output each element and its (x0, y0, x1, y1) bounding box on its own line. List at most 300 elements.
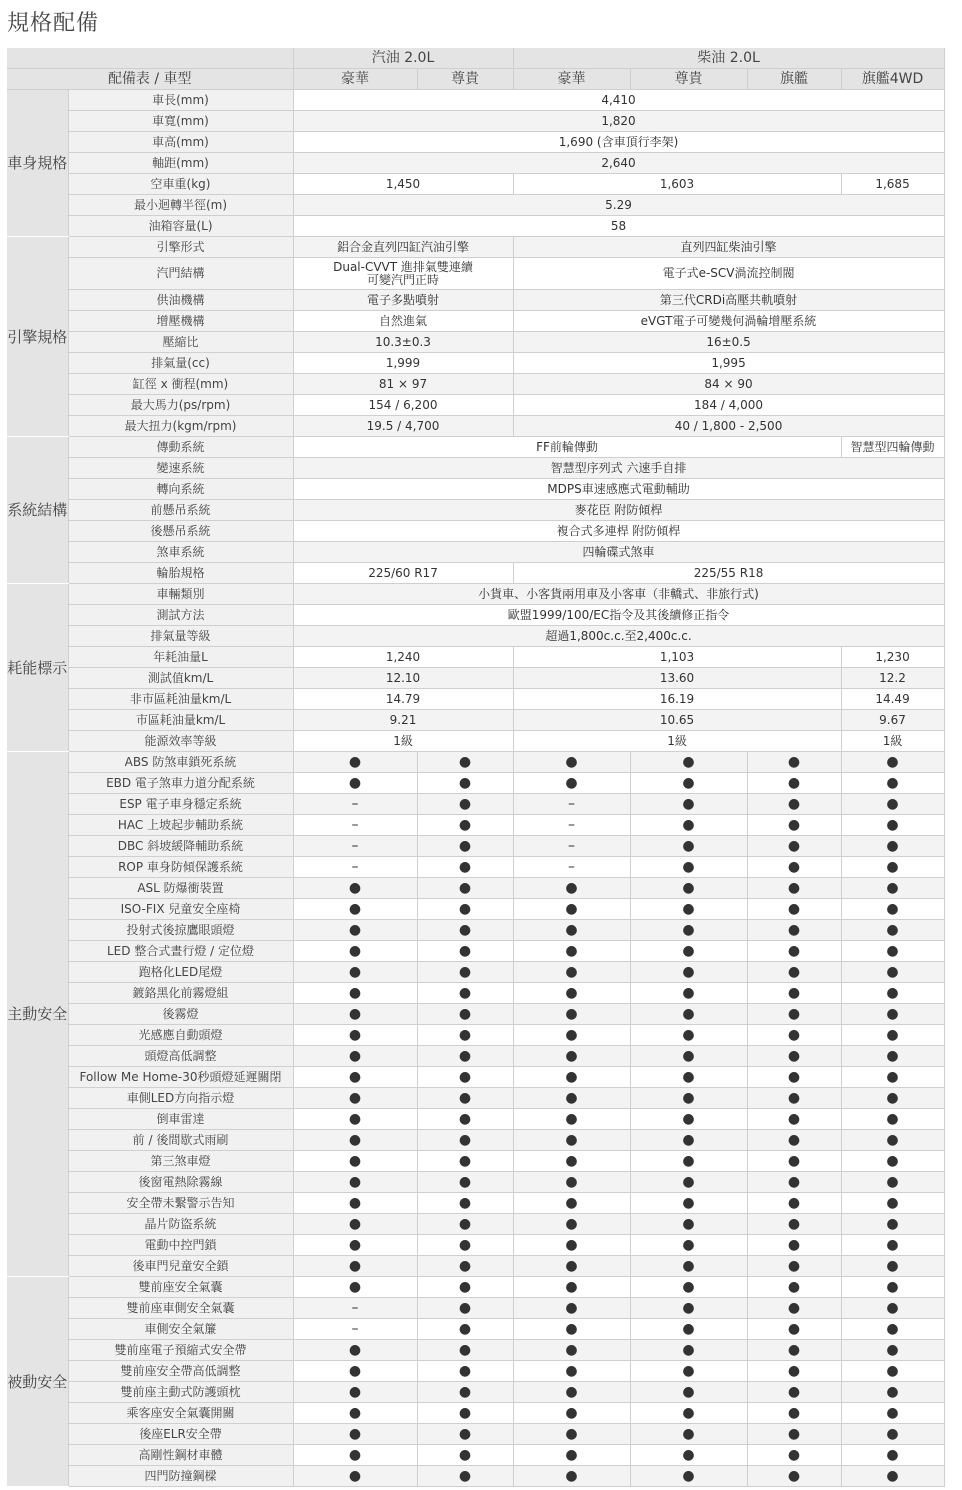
feature-mark: ● (747, 1466, 841, 1487)
feature-mark: ● (513, 773, 630, 794)
value-cell: 複合式多連桿 附防傾桿 (293, 521, 944, 542)
feature-mark: ● (630, 815, 747, 836)
table-row (7, 584, 944, 605)
group-label-fuel: 耗能標示 (7, 584, 68, 752)
value-cell: 1,450 (293, 174, 513, 195)
row-label: 供油機構 (68, 290, 293, 311)
group-label-passive: 被動安全 (7, 1277, 68, 1487)
row-label: EBD 電子煞車力道分配系統 (68, 773, 293, 794)
row-label: ISO-FIX 兒童安全座椅 (68, 899, 293, 920)
row-label: 排氣量等級 (68, 626, 293, 647)
feature-mark: ● (417, 1088, 513, 1109)
value-cell: 1級 (513, 731, 841, 752)
feature-mark: ● (630, 1403, 747, 1424)
table-row (7, 1067, 944, 1088)
value-cell (293, 258, 513, 290)
table-row (7, 1361, 944, 1382)
feature-mark: ● (630, 857, 747, 878)
row-label: 投射式後掠鷹眼頭燈 (68, 920, 293, 941)
table-row (7, 941, 944, 962)
feature-mark: ● (417, 1130, 513, 1151)
feature-mark: ● (293, 1445, 417, 1466)
feature-mark: ● (747, 1130, 841, 1151)
feature-mark: ● (293, 1361, 417, 1382)
feature-mark: ● (747, 1235, 841, 1256)
group-label-system: 系統結構 (7, 437, 68, 584)
feature-mark: ● (630, 1235, 747, 1256)
row-label: 第三煞車燈 (68, 1151, 293, 1172)
row-label: 高剛性鋼材車體 (68, 1445, 293, 1466)
feature-mark: ● (747, 920, 841, 941)
table-row (7, 290, 944, 311)
table-row (7, 311, 944, 332)
table-row (7, 416, 944, 437)
feature-mark: ● (747, 1109, 841, 1130)
value-cell: 40 / 1,800 - 2,500 (513, 416, 944, 437)
value-cell: 1,103 (513, 647, 841, 668)
feature-mark: ● (513, 1004, 630, 1025)
feature-mark: ● (417, 1109, 513, 1130)
feature-mark: ● (417, 1424, 513, 1445)
feature-mark: ● (293, 1403, 417, 1424)
value-cell: 1級 (293, 731, 513, 752)
feature-mark: ● (293, 962, 417, 983)
value-cell: 第三代CRDi高壓共軌噴射 (513, 290, 944, 311)
trim-header: 尊貴 (417, 69, 513, 90)
value-cell: 58 (293, 216, 944, 237)
row-label: 軸距(mm) (68, 153, 293, 174)
feature-mark: ● (841, 1130, 944, 1151)
feature-mark: ● (841, 878, 944, 899)
value-line: 可變汽門正時 (367, 272, 440, 287)
value-line: Dual-CVVT 進排氣雙連續 (333, 259, 473, 274)
feature-mark: ● (293, 1109, 417, 1130)
feature-mark: ● (513, 1256, 630, 1277)
table-row (7, 920, 944, 941)
feature-mark: ● (747, 1424, 841, 1445)
value-cell: 2,640 (293, 153, 944, 174)
value-cell: 4,410 (293, 90, 944, 111)
feature-mark: ● (513, 1298, 630, 1319)
row-label: 車寬(mm) (68, 111, 293, 132)
table-row (7, 174, 944, 195)
value-cell: 84 × 90 (513, 374, 944, 395)
row-label: 汽門結構 (68, 258, 293, 290)
feature-mark: ● (417, 1403, 513, 1424)
value-cell: 1,995 (513, 353, 944, 374)
feature-mark: ● (841, 1172, 944, 1193)
table-row (7, 752, 944, 773)
feature-mark: ● (293, 1088, 417, 1109)
feature-mark: ● (630, 1214, 747, 1235)
trim-header: 尊貴 (630, 69, 747, 90)
feature-mark: ● (841, 794, 944, 815)
value-cell: 電子式e-SCV渦流控制閥 (513, 258, 944, 290)
feature-mark: ● (513, 1088, 630, 1109)
value-cell: 225/60 R17 (293, 563, 513, 584)
feature-mark: ● (747, 1004, 841, 1025)
feature-mark: ● (293, 752, 417, 773)
feature-mark: ● (841, 1340, 944, 1361)
spec-table (7, 48, 945, 1487)
feature-mark: ● (841, 1466, 944, 1487)
value-cell: 9.67 (841, 710, 944, 731)
row-label: Follow Me Home-30秒頭燈延遲關閉 (68, 1067, 293, 1088)
feature-mark: ● (630, 1025, 747, 1046)
row-label: 車長(mm) (68, 90, 293, 111)
fuel-diesel-header: 柴油 2.0L (513, 48, 944, 69)
feature-mark: ● (630, 1277, 747, 1298)
table-row (7, 962, 944, 983)
feature-mark: – (293, 794, 417, 815)
feature-mark: ● (513, 941, 630, 962)
value-cell: 1,230 (841, 647, 944, 668)
row-label: 變速系統 (68, 458, 293, 479)
row-label: 車輛類別 (68, 584, 293, 605)
fuel-gasoline-header: 汽油 2.0L (293, 48, 513, 69)
feature-mark: ● (513, 1424, 630, 1445)
feature-mark: ● (630, 983, 747, 1004)
row-label: 後車門兒童安全鎖 (68, 1256, 293, 1277)
feature-mark: ● (630, 1193, 747, 1214)
feature-mark: ● (513, 878, 630, 899)
value-cell: 1,820 (293, 111, 944, 132)
value-cell: 直列四缸柴油引擎 (513, 237, 944, 258)
table-row (7, 153, 944, 174)
feature-mark: – (293, 1298, 417, 1319)
row-label: 油箱容量(L) (68, 216, 293, 237)
feature-mark: ● (747, 899, 841, 920)
table-row (7, 1130, 944, 1151)
row-label: 能源效率等級 (68, 731, 293, 752)
row-label: 電動中控門鎖 (68, 1235, 293, 1256)
table-row (7, 1319, 944, 1340)
row-label: 煞車系統 (68, 542, 293, 563)
feature-mark: ● (513, 1067, 630, 1088)
feature-mark: ● (293, 1256, 417, 1277)
value-cell: 184 / 4,000 (513, 395, 944, 416)
table-row (7, 374, 944, 395)
value-cell: 鋁合金直列四缸汽油引擎 (293, 237, 513, 258)
table-row (7, 605, 944, 626)
feature-mark: ● (417, 1361, 513, 1382)
feature-mark: ● (841, 1214, 944, 1235)
feature-mark: ● (630, 1151, 747, 1172)
table-row (7, 1235, 944, 1256)
feature-mark: – (293, 1319, 417, 1340)
feature-mark: ● (513, 1361, 630, 1382)
feature-mark: ● (630, 794, 747, 815)
row-label: 晶片防盜系統 (68, 1214, 293, 1235)
feature-mark: ● (513, 1214, 630, 1235)
feature-mark: ● (417, 1256, 513, 1277)
feature-mark: ● (841, 1004, 944, 1025)
value-cell: 1,603 (513, 174, 841, 195)
feature-mark: ● (630, 1067, 747, 1088)
feature-mark: ● (293, 983, 417, 1004)
feature-mark: ● (630, 1088, 747, 1109)
feature-mark: ● (747, 1403, 841, 1424)
table-row (7, 1298, 944, 1319)
table-row (7, 857, 944, 878)
row-label: 壓縮比 (68, 332, 293, 353)
row-label: 增壓機構 (68, 311, 293, 332)
table-row (7, 542, 944, 563)
row-label: 四門防撞鋼樑 (68, 1466, 293, 1487)
feature-mark: ● (841, 1424, 944, 1445)
table-row (7, 815, 944, 836)
table-row (7, 1151, 944, 1172)
feature-mark: ● (417, 1445, 513, 1466)
group-label-active: 主動安全 (7, 752, 68, 1277)
trim-header: 旗艦 (747, 69, 841, 90)
row-label: 後懸吊系統 (68, 521, 293, 542)
feature-mark: ● (841, 1151, 944, 1172)
feature-mark: ● (841, 1025, 944, 1046)
table-row (7, 1004, 944, 1025)
feature-mark: ● (293, 1277, 417, 1298)
feature-mark: ● (417, 815, 513, 836)
row-label: 最大扭力(kgm/rpm) (68, 416, 293, 437)
feature-mark: ● (841, 1361, 944, 1382)
feature-mark: ● (293, 1151, 417, 1172)
row-label: 跑格化LED尾燈 (68, 962, 293, 983)
feature-mark: ● (293, 1214, 417, 1235)
feature-mark: ● (417, 899, 513, 920)
feature-mark: ● (747, 773, 841, 794)
table-row (7, 1109, 944, 1130)
row-label: 頭燈高低調整 (68, 1046, 293, 1067)
value-cell: 電子多點噴射 (293, 290, 513, 311)
feature-mark: ● (417, 941, 513, 962)
table-row (7, 983, 944, 1004)
row-label: 缸徑 x 衝程(mm) (68, 374, 293, 395)
row-label: 轉向系統 (68, 479, 293, 500)
feature-mark: ● (513, 920, 630, 941)
value-cell: MDPS車速感應式電動輔助 (293, 479, 944, 500)
feature-mark: ● (841, 1298, 944, 1319)
feature-mark: ● (841, 1193, 944, 1214)
feature-mark: ● (747, 1046, 841, 1067)
feature-mark: ● (747, 941, 841, 962)
feature-mark: ● (630, 1382, 747, 1403)
feature-mark: ● (841, 920, 944, 941)
feature-mark: – (513, 815, 630, 836)
feature-mark: ● (293, 1130, 417, 1151)
feature-mark: ● (747, 1151, 841, 1172)
table-row (7, 563, 944, 584)
feature-mark: ● (293, 920, 417, 941)
row-label: 光感應自動頭燈 (68, 1025, 293, 1046)
feature-mark: ● (417, 1046, 513, 1067)
feature-mark: ● (630, 1256, 747, 1277)
value-cell: 12.2 (841, 668, 944, 689)
feature-mark: ● (747, 878, 841, 899)
feature-mark: ● (513, 1109, 630, 1130)
trim-header: 豪華 (293, 69, 417, 90)
trim-header: 豪華 (513, 69, 630, 90)
feature-mark: ● (630, 1361, 747, 1382)
row-label: 車側LED方向指示燈 (68, 1088, 293, 1109)
feature-mark: ● (417, 983, 513, 1004)
table-row (7, 1046, 944, 1067)
row-label: 最大馬力(ps/rpm) (68, 395, 293, 416)
value-cell: 14.79 (293, 689, 513, 710)
feature-mark: ● (417, 1004, 513, 1025)
value-cell: 1,240 (293, 647, 513, 668)
feature-mark: ● (630, 1340, 747, 1361)
row-label: 年耗油量L (68, 647, 293, 668)
feature-mark: ● (747, 1361, 841, 1382)
feature-mark: ● (630, 1130, 747, 1151)
feature-mark: ● (513, 1172, 630, 1193)
feature-mark: ● (841, 752, 944, 773)
feature-mark: ● (841, 1046, 944, 1067)
feature-mark: ● (513, 1025, 630, 1046)
table-row (7, 395, 944, 416)
feature-mark: ● (747, 815, 841, 836)
row-label: 最小迴轉半徑(m) (68, 195, 293, 216)
table-row (7, 731, 944, 752)
feature-mark: ● (630, 1445, 747, 1466)
row-label: 後霧燈 (68, 1004, 293, 1025)
feature-mark: ● (630, 836, 747, 857)
feature-mark: ● (747, 1172, 841, 1193)
feature-mark: ● (841, 1382, 944, 1403)
table-row (7, 458, 944, 479)
feature-mark: ● (417, 773, 513, 794)
feature-mark: ● (841, 1445, 944, 1466)
row-label: 鍍鉻黑化前霧燈組 (68, 983, 293, 1004)
feature-mark: ● (630, 899, 747, 920)
value-cell: 12.10 (293, 668, 513, 689)
feature-mark: ● (417, 836, 513, 857)
feature-mark: ● (417, 1172, 513, 1193)
table-row (7, 1445, 944, 1466)
row-label: 後窗電熱除霧線 (68, 1172, 293, 1193)
feature-mark: ● (630, 962, 747, 983)
feature-mark: ● (841, 899, 944, 920)
table-row (7, 195, 944, 216)
feature-mark: ● (630, 1172, 747, 1193)
value-cell: eVGT電子可變幾何渦輪增壓系統 (513, 311, 944, 332)
row-label: 前 / 後間歇式雨刷 (68, 1130, 293, 1151)
feature-mark: ● (841, 941, 944, 962)
row-label: DBC 斜坡緩降輔助系統 (68, 836, 293, 857)
table-row (7, 353, 944, 374)
table-row (7, 689, 944, 710)
value-cell: 5.29 (293, 195, 944, 216)
feature-mark: ● (293, 941, 417, 962)
feature-mark: – (293, 836, 417, 857)
value-cell: 225/55 R18 (513, 563, 944, 584)
feature-mark: ● (513, 1340, 630, 1361)
feature-mark: ● (513, 1403, 630, 1424)
feature-mark: ● (417, 857, 513, 878)
table-row (7, 1277, 944, 1298)
feature-mark: ● (417, 1382, 513, 1403)
feature-mark: ● (293, 1067, 417, 1088)
feature-mark: ● (747, 1298, 841, 1319)
row-label: 輪胎規格 (68, 563, 293, 584)
row-label: ROP 車身防傾保護系統 (68, 857, 293, 878)
row-label: 雙前座安全氣囊 (68, 1277, 293, 1298)
value-cell: 9.21 (293, 710, 513, 731)
feature-mark: ● (841, 1277, 944, 1298)
feature-mark: ● (513, 1046, 630, 1067)
table-row (7, 90, 944, 111)
feature-mark: ● (293, 1340, 417, 1361)
feature-mark: ● (513, 752, 630, 773)
value-cell: 1級 (841, 731, 944, 752)
table-row (7, 521, 944, 542)
feature-mark: ● (293, 878, 417, 899)
feature-mark: ● (513, 962, 630, 983)
row-label: 車高(mm) (68, 132, 293, 153)
feature-mark: ● (630, 1109, 747, 1130)
feature-mark: ● (841, 1256, 944, 1277)
feature-mark: ● (841, 1319, 944, 1340)
feature-mark: ● (513, 1130, 630, 1151)
table-row (7, 668, 944, 689)
table-row (7, 1403, 944, 1424)
value-cell: 81 × 97 (293, 374, 513, 395)
feature-mark: ● (293, 899, 417, 920)
row-label: 引擎形式 (68, 237, 293, 258)
row-label: HAC 上坡起步輔助系統 (68, 815, 293, 836)
table-row (7, 237, 944, 258)
header-blank (7, 48, 293, 69)
value-cell: 16.19 (513, 689, 841, 710)
row-label: LED 整合式晝行燈 / 定位燈 (68, 941, 293, 962)
feature-mark: ● (747, 962, 841, 983)
corner-label: 配備表 / 車型 (7, 69, 293, 90)
feature-mark: ● (293, 1235, 417, 1256)
feature-mark: ● (747, 1445, 841, 1466)
feature-mark: ● (513, 1382, 630, 1403)
table-row (7, 216, 944, 237)
row-label: 雙前座電子預縮式安全帶 (68, 1340, 293, 1361)
value-cell: 10.65 (513, 710, 841, 731)
row-label: 測試值km/L (68, 668, 293, 689)
row-label: 雙前座車側安全氣囊 (68, 1298, 293, 1319)
feature-mark: ● (417, 962, 513, 983)
table-row (7, 647, 944, 668)
row-label: ESP 電子車身穩定系統 (68, 794, 293, 815)
feature-mark: ● (747, 1340, 841, 1361)
feature-mark: ● (417, 1151, 513, 1172)
table-row (7, 1088, 944, 1109)
feature-mark: ● (747, 1025, 841, 1046)
value-cell: 14.49 (841, 689, 944, 710)
feature-mark: ● (293, 1046, 417, 1067)
row-label: 前懸吊系統 (68, 500, 293, 521)
feature-mark: ● (747, 857, 841, 878)
feature-mark: ● (513, 1193, 630, 1214)
feature-mark: ● (630, 920, 747, 941)
page-title: 規格配備 (7, 11, 100, 36)
feature-mark: ● (630, 1004, 747, 1025)
value-cell: FF前輪傳動 (293, 437, 841, 458)
trim-header: 旗艦4WD (841, 69, 944, 90)
table-row (7, 1193, 944, 1214)
row-label: 測試方法 (68, 605, 293, 626)
feature-mark: ● (630, 878, 747, 899)
feature-mark: ● (417, 752, 513, 773)
feature-mark: ● (747, 1256, 841, 1277)
feature-mark: ● (630, 752, 747, 773)
value-cell: 自然進氣 (293, 311, 513, 332)
